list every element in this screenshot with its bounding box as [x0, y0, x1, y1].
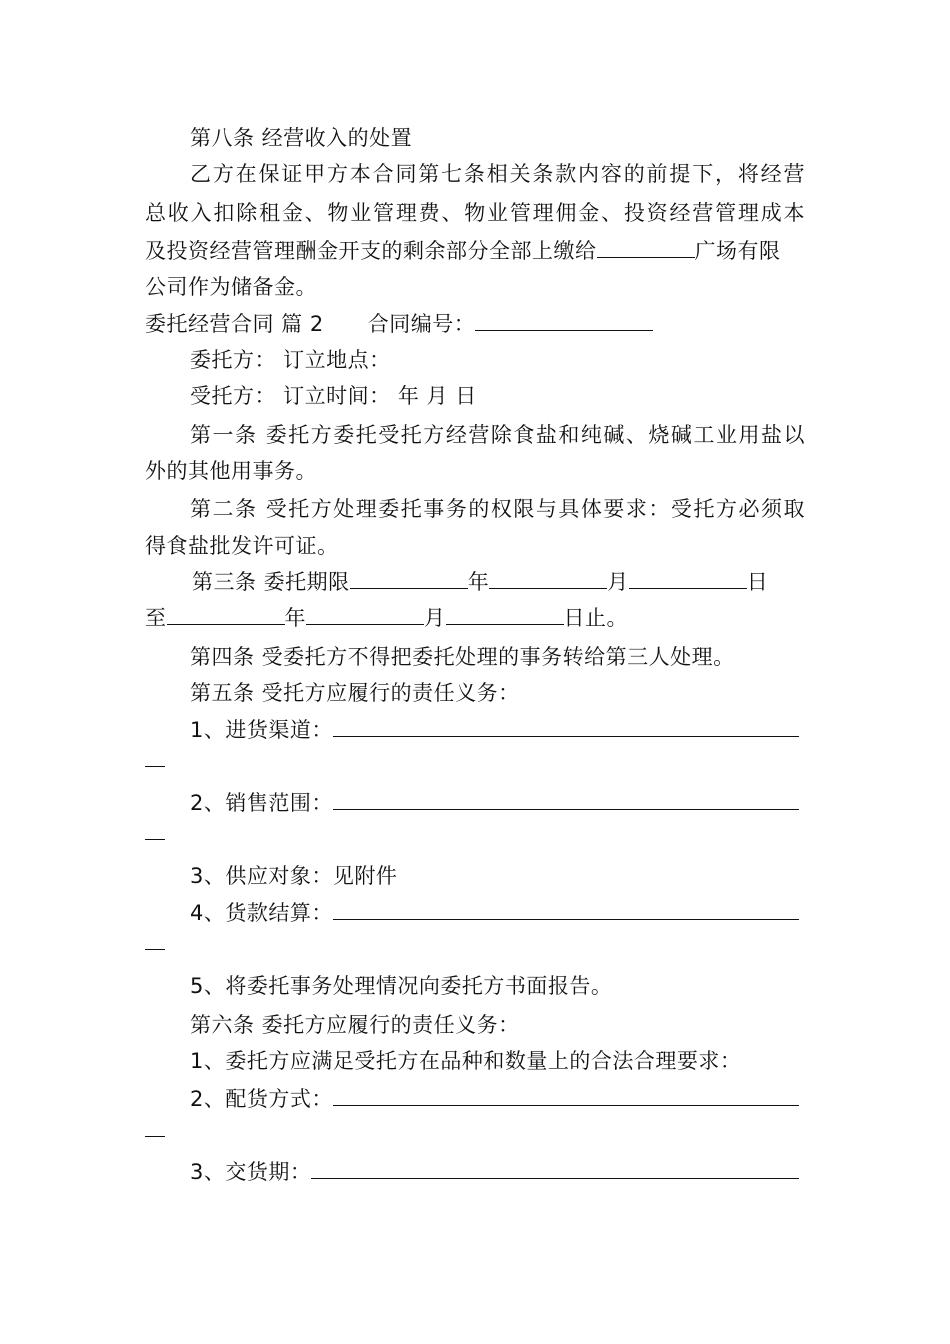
- article-1-line-1: 第一条 委托方委托受托方经营除食盐和纯碱、烧碱工业用盐以: [190, 423, 805, 447]
- payment-settlement-blank[interactable]: [333, 899, 799, 920]
- year-label: 年: [284, 606, 306, 630]
- article-8-line-3-suffix: 广场有限: [694, 239, 781, 263]
- continuation-dash: [145, 949, 165, 950]
- day-label: 日: [746, 570, 769, 594]
- start-month-blank[interactable]: [489, 568, 607, 589]
- sales-scope-label: 2、销售范围：: [190, 791, 333, 815]
- article-5-item-4: [190, 899, 799, 927]
- principal-line: 委托方： 订立地点：: [190, 348, 391, 372]
- to-label: 至: [145, 606, 167, 630]
- end-day-blank[interactable]: [446, 604, 564, 625]
- end-month-blank[interactable]: [306, 604, 424, 625]
- contract-2-title: 委托经营合同 篇 2: [145, 312, 324, 336]
- purchase-channel-blank[interactable]: [333, 716, 799, 737]
- article-5-item-5: 5、将委托事务处理情况向委托方书面报告。: [190, 974, 613, 998]
- article-8-line-1: 乙方在保证甲方本合同第七条相关条款内容的前提下，将经营: [190, 162, 805, 186]
- article-6-item-3: [190, 1158, 799, 1186]
- payment-settlement-label: 4、货款结算：: [190, 901, 333, 925]
- company-blank[interactable]: [597, 237, 695, 258]
- article-2-line-1: 第二条 受托方处理委托事务的权限与具体要求：受托方必须取: [190, 497, 805, 521]
- end-year-blank[interactable]: [167, 604, 285, 625]
- continuation-dash: [145, 766, 165, 767]
- article-3-label: 第三条 委托期限: [192, 570, 350, 594]
- start-year-blank[interactable]: [350, 568, 468, 589]
- contract-2-header: [145, 310, 653, 338]
- contract-number-blank[interactable]: [475, 310, 653, 331]
- delivery-period-label: 3、交货期：: [190, 1160, 312, 1184]
- sales-scope-blank[interactable]: [333, 789, 799, 810]
- start-day-blank[interactable]: [629, 568, 747, 589]
- article-6-title: 第六条 委托方应履行的责任义务：: [190, 1013, 520, 1037]
- article-5-item-1: [190, 716, 799, 744]
- distribution-method-label: 2、配货方式：: [190, 1087, 333, 1111]
- delivery-period-blank[interactable]: [311, 1158, 799, 1179]
- article-1-line-2: 外的其他用事务。: [145, 459, 317, 483]
- month-label: 月: [424, 606, 446, 630]
- article-8-line-4: 公司作为储备金。: [145, 275, 317, 299]
- article-5-title: 第五条 受托方应履行的责任义务：: [190, 681, 520, 705]
- year-label: 年: [467, 570, 490, 594]
- purchase-channel-label: 1、进货渠道：: [190, 718, 333, 742]
- article-2-line-2: 得食盐批发许可证。: [145, 534, 339, 558]
- article-3-line-1: [192, 568, 768, 596]
- agent-line: 受托方： 订立时间： 年 月 日: [190, 384, 477, 408]
- continuation-dash: [145, 1136, 165, 1137]
- month-label: 月: [607, 570, 629, 594]
- contract-number-label: 合同编号：: [367, 312, 476, 336]
- article-3-line-2: [145, 604, 628, 632]
- continuation-dash: [145, 839, 165, 840]
- article-8-title: 第八条 经营收入的处置: [190, 126, 413, 150]
- day-end-label: 日止。: [563, 606, 628, 630]
- article-8-line-3: [145, 237, 781, 265]
- article-5-item-2: [190, 789, 799, 817]
- article-6-item-2: [190, 1085, 799, 1113]
- article-8-line-3-text: 及投资经营管理酬金开支的剩余部分全部上缴给: [145, 239, 597, 263]
- article-6-item-1: 1、委托方应满足受托方在品种和数量上的合法合理要求：: [190, 1049, 742, 1073]
- distribution-method-blank[interactable]: [333, 1085, 799, 1106]
- article-4: 第四条 受委托方不得把委托处理的事务转给第三人处理。: [190, 645, 735, 669]
- article-8-line-2: 总收入扣除租金、物业管理费、物业管理佣金、投资经营管理成本: [145, 201, 805, 225]
- article-5-item-3: 3、供应对象：见附件: [190, 864, 398, 888]
